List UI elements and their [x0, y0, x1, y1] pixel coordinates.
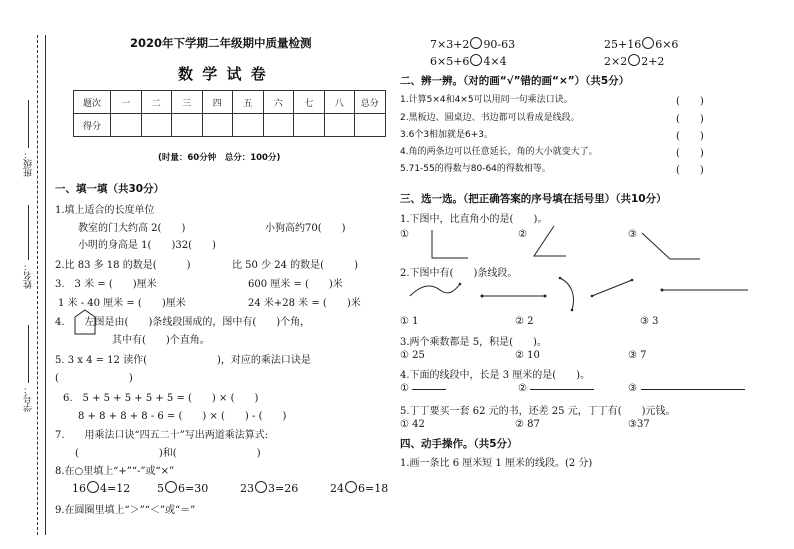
score-table-cell: 四 [202, 91, 233, 114]
q6-item-b[interactable]: 8 + 8 + 8 + 8 - 6 = ( ) × ( ) - ( ) [78, 411, 287, 422]
operator-circle[interactable] [345, 481, 357, 493]
q6-item-a[interactable]: 6. 5 + 5 + 5 + 5 + 5 = ( ) × ( ) [63, 393, 259, 404]
q8-right: 3=26 [268, 482, 299, 495]
score-table-cell: 二 [141, 91, 172, 114]
s3-q5-option[interactable]: ③37 [628, 419, 650, 430]
section3-title: 三、选一选。（把正确答案的序号填在括号里）（共10分） [400, 193, 667, 205]
score-table-cell: 五 [233, 91, 264, 114]
binding-solid-line [45, 35, 46, 535]
q8-right: 4=12 [100, 482, 131, 495]
q8-left: 5 [157, 482, 164, 495]
q1-item-dog[interactable]: 小狗高约70( ) [265, 223, 346, 234]
compare-right: 4×4 [483, 55, 507, 68]
q5-text-b[interactable]: ( ) [55, 373, 133, 384]
score-input-cell[interactable] [172, 114, 203, 137]
section2-title: 二、辨一辨。（对的画“√”错的画“×”）（共5分） [400, 75, 630, 87]
score-table-header-row [74, 91, 386, 114]
option-marker[interactable]: ③ [628, 229, 637, 240]
q8-left: 23 [240, 482, 254, 495]
option-marker[interactable]: ② [518, 383, 527, 394]
option-marker[interactable]: ② [518, 229, 527, 240]
q1-text: 1.填上适合的长度单位 [55, 205, 155, 216]
q3-item-a[interactable]: 3. 3 米 = ( )厘米 [55, 279, 157, 290]
judge-item: 2.黑板边、圆桌边、书边都可以看成是线段。 [400, 113, 580, 123]
score-input-cell[interactable] [141, 114, 172, 137]
q3-item-c[interactable]: 1 米 - 40 厘米 = ( )厘米 [58, 298, 186, 309]
s3-q2-text: 2.下图中有( )条线段。 [400, 268, 518, 279]
score-input-cell[interactable] [233, 114, 264, 137]
q8-item [240, 481, 298, 495]
acute-angle-figure [530, 224, 570, 258]
score-table-cell: 一 [111, 91, 142, 114]
q8-left: 16 [72, 482, 86, 495]
compare-circle[interactable] [470, 37, 482, 49]
judge-item: 3.6个3相加就是6+3。 [400, 130, 494, 140]
s3-q2-option[interactable]: ② 2 [515, 316, 534, 327]
score-table-cell: 题次 [74, 91, 111, 114]
judge-answer[interactable]: ( ) [676, 131, 704, 142]
q1-item-height[interactable]: 小明的身高是 1( )32( ) [78, 240, 216, 251]
judge-item: 4.角的两条边可以任意延长，角的大小就变大了。 [400, 147, 598, 157]
s3-q3-option[interactable]: ③ 7 [628, 350, 647, 361]
section4-title: 四、动手操作。（共5分） [400, 438, 518, 450]
score-input-cell[interactable] [263, 114, 294, 137]
q9-text: 9.在圆圈里填上“＞”“＜”或“＝” [55, 505, 196, 516]
score-table-cell: 六 [263, 91, 294, 114]
q2-item-b[interactable]: 比 50 少 24 的数是( ) [232, 260, 358, 271]
option-marker[interactable]: ① [400, 229, 409, 240]
q3-item-d[interactable]: 24 米+28 米 = ( )米 [248, 298, 361, 309]
class-blank[interactable] [28, 100, 29, 148]
s3-q5-option[interactable]: ① 42 [400, 419, 425, 430]
judge-answer[interactable]: ( ) [676, 165, 704, 176]
s3-q5-text[interactable]: 5.丁丁要买一套 62 元的书，还差 25 元，丁丁有( )元钱。 [400, 406, 676, 417]
exam-info: (时量：60分钟 总分：100分) [158, 153, 281, 163]
s3-q1-text: 1.下图中，比直角小的是( )。 [400, 214, 548, 225]
judge-answer[interactable]: ( ) [676, 114, 704, 125]
segment-option-2 [530, 389, 594, 390]
score-input-cell[interactable] [202, 114, 233, 137]
obtuse-angle-figure [640, 229, 702, 263]
student-id-label: 学号： [24, 385, 34, 412]
compare-circle[interactable] [470, 54, 482, 66]
compare-item [430, 54, 507, 68]
q8-text: 8.在○里填上“+”“-”或“×” [55, 466, 175, 477]
name-label: 姓名： [24, 262, 34, 289]
score-table-cell: 三 [172, 91, 203, 114]
q8-right: 6=30 [178, 482, 209, 495]
s3-q2-option[interactable]: ① 1 [400, 316, 419, 327]
section1-title: 一、填一填（共30分） [55, 183, 165, 195]
q5-text[interactable]: 5. 3 x 4 = 12 读作( )，对应的乘法口诀是 [55, 355, 311, 366]
q8-item [72, 481, 130, 495]
q8-left: 24 [330, 482, 344, 495]
q8-right: 6=18 [358, 482, 389, 495]
judge-item: 1.计算5×4和4×5可以用同一句乘法口诀。 [400, 95, 573, 105]
student-id-blank[interactable] [28, 325, 29, 383]
compare-left: 25+16 [604, 38, 642, 51]
score-input-cell[interactable] [111, 114, 142, 137]
s3-q3-text: 3.两个乘数都是 5，积是( )。 [400, 337, 547, 348]
score-table-cell: 总分 [355, 91, 386, 114]
segment-option-3 [641, 389, 745, 390]
s4-q1-text: 1.画一条比 6 厘米短 1 厘米的线段。(2 分) [400, 458, 593, 469]
compare-right: 2+2 [641, 55, 665, 68]
score-table-cell: 七 [294, 91, 325, 114]
q7-text: 7. 用乘法口诀“四五二十”写出两道乘法算式: [55, 430, 269, 441]
q4-text-b[interactable]: 其中有( )个直角。 [112, 335, 210, 346]
compare-item [430, 37, 515, 51]
judge-answer[interactable]: ( ) [676, 148, 704, 159]
binding-dashed-line [37, 35, 38, 535]
score-table [73, 90, 386, 137]
score-table-score-row [74, 114, 386, 137]
judge-item: 5.71-55的得数与80-64的得数相等。 [400, 164, 551, 174]
class-label: 班级： [24, 150, 34, 177]
compare-item [604, 54, 664, 68]
compare-circle[interactable] [642, 37, 654, 49]
score-input-cell[interactable] [355, 114, 386, 137]
s3-q3-option[interactable]: ② 10 [515, 350, 540, 361]
compare-left: 6×5+6 [430, 55, 470, 68]
compare-left: 2×2 [604, 55, 628, 68]
compare-left: 7×3+2 [430, 38, 470, 51]
line-segments-figure [400, 276, 760, 316]
option-marker[interactable]: ③ [628, 383, 637, 394]
judge-answer[interactable]: ( ) [676, 96, 704, 107]
operator-circle[interactable] [255, 481, 267, 493]
q3-item-b[interactable]: 600 厘米 = ( )米 [248, 279, 343, 290]
name-blank[interactable] [28, 205, 29, 260]
score-row-label: 得分 [74, 114, 111, 137]
s3-q4-text: 4.下面的线段中，长是 3 厘米的是( )。 [400, 370, 591, 381]
s3-q5-option[interactable]: ② 87 [515, 419, 540, 430]
operator-circle[interactable] [87, 481, 99, 493]
q7-answer[interactable]: ( )和( ) [75, 448, 261, 459]
q8-item [157, 481, 208, 495]
compare-right: 90-63 [483, 38, 516, 51]
score-table-cell: 八 [324, 91, 355, 114]
s3-q2-option[interactable]: ③ 3 [640, 316, 659, 327]
subject-title: 数 学 试 卷 [178, 65, 268, 83]
option-marker[interactable]: ① [400, 383, 409, 394]
segment-option-1 [412, 389, 446, 390]
exam-title: 2020年下学期二年级期中质量检测 [130, 36, 312, 50]
q8-item [330, 481, 388, 495]
score-input-cell[interactable] [324, 114, 355, 137]
compare-right: 6×6 [655, 38, 679, 51]
compare-item [604, 37, 678, 51]
compare-circle[interactable] [628, 54, 640, 66]
right-angle-figure [430, 230, 470, 262]
s3-q3-option[interactable]: ① 25 [400, 350, 425, 361]
q2-item-a[interactable]: 2.比 83 多 18 的数是( ) [55, 260, 191, 271]
score-input-cell[interactable] [294, 114, 325, 137]
q1-item-door[interactable]: 教室的门大约高 2( ) [78, 223, 186, 234]
pentagon-figure [73, 309, 97, 335]
operator-circle[interactable] [165, 481, 177, 493]
q4-text[interactable]: 4. 左图是由( )条线段围成的，图中有( )个角， [55, 317, 311, 328]
